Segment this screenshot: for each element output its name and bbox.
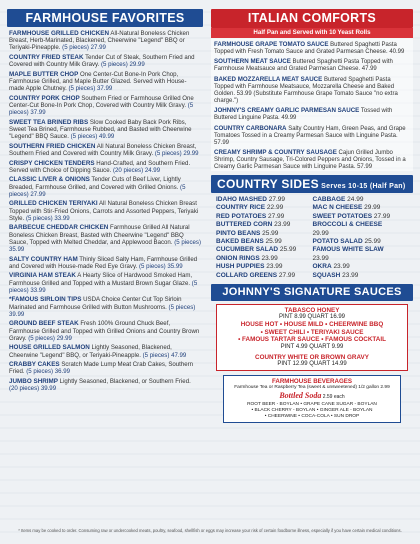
side-item-price: 27.99 (372, 212, 391, 220)
side-item-price: 22.99 (265, 204, 284, 212)
menu-item-name: HOUSE GRILLED SALMON (9, 344, 90, 352)
beverages-title: FARMHOUSE BEVERAGES (271, 378, 353, 386)
menu-item-description: Thinly Sliced Salty Ham, Farmhouse Grilled and Covered with House-made Red Eye Gravy. (9, 255, 198, 270)
menu-item (9, 378, 201, 392)
menu-item-description: Slow Cooked Baby Back Pork Ribs, Sweet Tea Brined, Farmhouse Rubbed, and Basted with Cheerwine "Legend" BBQ Sauce. (9, 118, 192, 141)
side-item-price: 23.99 (340, 271, 359, 279)
menu-item-name: VIRGINIA HAM STEAK (9, 272, 76, 280)
pasta-item-name: JOHNNY'S CREAMY GARLIC PARMESAN SAUCE (214, 107, 360, 115)
side-item-price: 23.99 (312, 254, 329, 262)
menu-item-price: (20 pieces) 24.99 (111, 166, 161, 174)
pasta-item-description: Salty Country Ham, Green Peas, and Grape Tomatoes Tossed in a Creamy Parmesan Sauce with Linguine Pasta. 57.99 (214, 125, 406, 146)
side-item-name: FAMOUS WHITE SLAW (312, 246, 384, 254)
side-item (216, 230, 313, 238)
menu-item-description: Lightly Seasoned, Blackened, or Southern Fried. (57, 377, 191, 385)
menu-item-name: COUNTRY FRIED STEAK (9, 54, 84, 61)
menu-item-name: JUMBO SHRIMP (9, 377, 58, 385)
side-item-name: BROCCOLI & CHEESE (312, 221, 383, 229)
menu-item-description: Southern Fried or Farmhouse Grilled One Center-Cut Bone-In Pork Chop, Covered with Country Milk Gravy. (9, 94, 194, 109)
menu-item-name: FARMHOUSE GRILLED CHICKEN (9, 30, 110, 37)
menu-item-price: (5 pieces) 27.99 (60, 44, 106, 52)
side-item-name: BUTTERED CORN (216, 221, 273, 229)
side-item-name: ONION RINGS (216, 254, 260, 262)
pasta-item (214, 125, 410, 147)
sides-right-column (313, 196, 410, 280)
menu-item (9, 200, 201, 222)
pasta-item (214, 107, 410, 122)
side-item-name: SQUASH (312, 271, 341, 279)
side-item-price: 29.99 (312, 229, 329, 237)
menu-page (7, 9, 413, 531)
side-item-price: 27.99 (266, 195, 285, 203)
pasta-item-description: Tossed with Buttered Linguine Pasta. 49.99 (214, 108, 393, 122)
farmhouse-favorites-section (7, 9, 203, 395)
menu-item-description: Farmhouse Grilled All Natural Boneless Chicken Breast, Basted with Cheerwine "Legend" BBQ Sauce, Topped with Melted Cheddar, and Applewood Bacon. (9, 224, 190, 246)
menu-item-price: (5 pieces) 35.99 (9, 238, 201, 253)
farmhouse-favorites-header: FARMHOUSE FAVORITES (7, 9, 203, 27)
side-item (216, 246, 313, 254)
menu-item (9, 320, 201, 342)
side-item-name: BAKED BEANS (216, 237, 264, 245)
country-sides-subtitle: Serves 10-15 (Half Pan) (318, 182, 406, 190)
menu-item-name: SOUTHERN FRIED CHICKEN (9, 142, 96, 150)
pasta-item-name: FARMHOUSE GRAPE TOMATO SAUCE (214, 41, 329, 48)
menu-item-name: GROUND BEEF STEAK (9, 320, 79, 328)
sauce-prices: PINT 4.99 QUART 9.99 (280, 343, 344, 350)
side-item (216, 255, 313, 263)
sauces-box (216, 304, 408, 371)
side-item-name: CABBAGE (312, 195, 346, 203)
menu-item-name: GRILLED CHICKEN TERIYAKI (9, 200, 98, 208)
menu-item-name: SALTY COUNTRY HAM (9, 255, 78, 263)
sauce-line-3: • FAMOUS TARTAR SAUCE • FAMOUS COCKTAIL (238, 336, 386, 344)
gravy-prices: PINT 12.99 QUART 14.99 (277, 361, 347, 368)
soda-line-1: ROOT BEER - BOYLAN • GRAPE CANE SUGAR - BOYLAN (247, 402, 377, 408)
side-item (216, 213, 313, 221)
italian-comforts-section (211, 9, 413, 171)
side-item-price: 25.99 (362, 237, 381, 245)
sauce-line-1: HOUSE HOT • HOUSE MILD • CHEERWINE BBQ (240, 321, 384, 329)
side-item (216, 272, 313, 280)
menu-item-name: MAPLE BUTTER CHOP (9, 70, 79, 78)
side-item-price: 23.99 (264, 263, 283, 271)
menu-item (9, 176, 201, 198)
menu-item (9, 143, 201, 157)
menu-item-price: (5 pieces) 49.99 (68, 133, 115, 141)
menu-item-name: BARBECUE CHEDDAR CHICKEN (9, 224, 109, 232)
menu-item (9, 361, 201, 375)
side-item-price: 23.99 (331, 263, 350, 271)
menu-item-name: CLASSIC LIVER & ONIONS (9, 176, 90, 184)
tabasco-honey-prices: PINT 8.99 QUART 16.99 (278, 314, 346, 321)
side-item-name: COLLARD GREENS (216, 271, 278, 279)
italian-items-list (211, 38, 413, 171)
side-item (216, 238, 313, 246)
side-item-name: IDAHO MASHED (216, 195, 267, 203)
menu-item-description: Tender Cuts of Beef Liver, Lightly Breaded, Farmhouse Grilled, and Covered with Grilled Onions. (9, 176, 181, 191)
menu-item-description: All Natural Boneless Chicken Breast Topped with Stir-Fried Onions, Carrots and Assorted Peppers, Teriyaki Style. (9, 200, 199, 222)
pasta-item (214, 41, 410, 56)
menu-item-description: A Hearty Slice of Hardwood Smoked Ham, Farmhouse Grilled and Topped with a Mustard Brown Sugar Glaze. (9, 272, 193, 287)
menu-item (9, 160, 201, 174)
side-item (216, 221, 313, 229)
menu-item-name: COUNTRY PORK CHOP (9, 94, 80, 102)
menu-item-description: Fresh 100% Ground Chuck Beef, Farmhouse Grilled and Topped with Grilled Onions and Country Brown Gravy. (9, 320, 200, 342)
italian-comforts-subheader: Half Pan and Served with 10 Yeast Rolls (211, 28, 413, 38)
sides-grid (211, 193, 413, 280)
menu-item-name: CRABBY CAKES (9, 361, 60, 369)
side-item (216, 263, 313, 271)
side-item (313, 246, 410, 254)
country-sides-section (211, 175, 413, 280)
menu-item-price: (20 pieces) 39.99 (9, 385, 57, 393)
menu-item-price: (5 pieces) 33.99 (24, 214, 70, 222)
side-item-name: OKRA (312, 263, 332, 271)
bottled-soda-title: Bottled Soda (279, 391, 322, 401)
side-item-name: HUSH PUPPIES (216, 263, 265, 271)
soda-line-3: • CHEERWINE • COCA-COLA • SUN DROP (264, 414, 360, 420)
side-item-price: 24.99 (345, 195, 364, 203)
pasta-item-description: Buttered Spaghetti Pasta Topped with Fresh Tomato Sauce and Grated Parmesan Cheese. 40.99 (214, 42, 405, 55)
side-item-price: 27.99 (277, 271, 296, 279)
pasta-item-name: COUNTRY CARBONARA (214, 124, 287, 132)
side-item-name: SWEET POTATOES (312, 212, 373, 220)
menu-item-description: Scratch Made Lump Meat Crab Cakes, Southern Fried. (9, 361, 194, 376)
side-item (216, 204, 313, 212)
menu-item (9, 256, 201, 270)
soda-line-2: • BLACK CHERRY - BOYLAN • GINGER ALE - BOYLAN (251, 408, 373, 414)
side-item-name: CUCUMBER SALAD (216, 246, 279, 254)
menu-item-name: *FAMOUS SIRLOIN TIPS (9, 296, 82, 304)
menu-item (9, 71, 201, 93)
menu-item (9, 119, 201, 141)
side-item (313, 204, 410, 212)
pasta-item-description: Buttered Spaghetti Pasta Topped with Farmhouse Meatsauce, Mozzarella Cheese and Baked Golden. 53.99 (Substitute Farmhouse Grape Tomato Sauce "no extra charge.") (214, 76, 398, 104)
side-item-price: 23.99 (272, 221, 291, 229)
country-sides-title: COUNTRY SIDES (217, 176, 319, 191)
menu-item-price: (5 pieces) 27.99 (9, 183, 186, 198)
menu-item-price: (5 pieces) 29.99 (26, 334, 72, 342)
footnote: * Items may be cooked to order. Consuming raw or undercooked meats, poultry, seafood, shellfish or eggs may increase your risk of certain foodborne illness, especially if you have certain medical conditions. (18, 528, 402, 533)
pasta-item (214, 149, 410, 171)
pasta-item (214, 58, 410, 73)
menu-item-price: (5 pieces) 33.99 (9, 279, 198, 294)
sides-left-column (216, 196, 313, 280)
menu-item-description: All-Natural Boneless Chicken Breast, Herb-Marinated, Blackened, Cheerwine "Legend" BBQ or Teriyaki-Pineapple. (9, 30, 190, 52)
menu-item-description: Lightly Seasoned, Blackened, Cheerwine "Legend" BBQ, or Teriyaki-Pineapple. (9, 344, 172, 359)
farmhouse-items-list (7, 27, 203, 392)
menu-item-price: (5 pieces) 47.99 (140, 351, 187, 359)
pasta-item-description: Buttered Spaghetti Pasta Topped with Farmhouse Meatsauce and Grated Parmesan Cheese. 47.99 (214, 59, 393, 73)
side-item (313, 238, 410, 246)
menu-item-price: (5 pieces) 35.99 (137, 262, 183, 270)
menu-item (9, 224, 201, 253)
bottled-soda-label (226, 391, 398, 402)
signature-sauces-header: JOHNNY'S SIGNATURE SAUCES (211, 284, 413, 301)
gravy-label: COUNTRY WHITE OR BROWN GRAVY (255, 353, 369, 361)
menu-item (9, 344, 201, 358)
side-item-price: 25.99 (278, 246, 297, 254)
side-item-price: 27.99 (266, 212, 285, 220)
right-column (211, 9, 413, 423)
menu-item-price: (5 pieces) 36.99 (24, 368, 70, 376)
side-item (313, 263, 410, 271)
menu-item-price: (5 pieces) 37.99 (9, 102, 194, 117)
side-item-name: MAC N CHEESE (312, 204, 363, 212)
side-item-name: POTATO SALAD (312, 237, 363, 245)
menu-item (9, 296, 201, 318)
pasta-item (214, 76, 410, 105)
pasta-item-name: CREAMY SHRIMP & COUNTRY SAUSAGE (214, 148, 337, 156)
menu-item (9, 54, 201, 68)
menu-item-price: (5 pieces) 39.99 (9, 303, 196, 318)
sauce-line-2: • SWEET CHILI • TERIYAKI SAUCE (260, 328, 364, 336)
side-item (313, 230, 410, 238)
menu-item (9, 30, 201, 52)
menu-item-description: USDA Choice Center Cut Top Sirloin Marinated and Farmhouse Grilled with Button Mushrooms. (9, 296, 182, 311)
side-item (313, 221, 410, 229)
side-item (313, 196, 410, 204)
menu-item-price: (5 pieces) 37.99 (66, 85, 113, 93)
side-item (313, 213, 410, 221)
menu-item-name: CRISPY CHICKEN TENDERS (9, 159, 95, 167)
pasta-item-description: Cajun Grilled Jumbo Shrimp, Country Sausage, Tri-Colored Peppers and Onions, Tossed in a Creamy Garlic Parmesan Sauce with Linguine Pasta. 57.99 (214, 149, 406, 170)
side-item-price: 23.99 (259, 254, 278, 262)
menu-item-description: Hand-Crafted, and Southern Fried. Served with Choice of Dipping Sauce. (9, 159, 191, 174)
side-item (313, 272, 410, 280)
country-sides-header (211, 175, 413, 193)
menu-item (9, 272, 201, 294)
menu-item-price: (5 pieces) 29.99 (153, 150, 199, 157)
menu-item (9, 95, 201, 117)
bottled-soda-price: 2.59 each (321, 394, 345, 401)
side-item (313, 255, 410, 263)
menu-item-price: (5 pieces) 29.99 (99, 61, 145, 69)
menu-item-description: One Center-Cut Bone-In Pork Chop, Farmhouse Grilled, and Maple Butter Glazed. Served with House-made Apple Chutney. (9, 70, 187, 93)
italian-comforts-header: ITALIAN COMFORTS (211, 9, 413, 28)
side-item-name: COUNTRY RICE (216, 204, 266, 212)
side-item-price: 25.99 (263, 237, 282, 245)
side-item-price: 25.99 (260, 229, 279, 237)
pasta-item-name: SOUTHERN MEAT SAUCE (214, 58, 291, 66)
side-item-price: 29.99 (362, 204, 381, 212)
menu-item-description: Tender Cut of Steak, Southern Fried and Covered with Country Milk Gravy. (9, 54, 195, 69)
side-item-name: RED POTATOES (216, 212, 267, 220)
side-item (216, 196, 313, 204)
beverages-box (223, 375, 401, 423)
menu-item-name: SWEET TEA BRINED RIBS (9, 118, 89, 126)
menu-item-description: All Natural Boneless Chicken Breast, Southern Fried and Covered with Country Milk Gravy. (9, 142, 197, 157)
tabasco-honey-label: TABASCO HONEY (284, 307, 340, 315)
pasta-item-name: BAKED MOZZARELLA MEAT SAUCE (214, 75, 323, 83)
side-item-name: PINTO BEANS (216, 229, 261, 237)
tea-line: Farmhouse Tea or Raspberry Tea (sweet & unsweetened) 1/2 gallon 2.99 (234, 385, 390, 391)
signature-sauces-section (211, 284, 413, 423)
